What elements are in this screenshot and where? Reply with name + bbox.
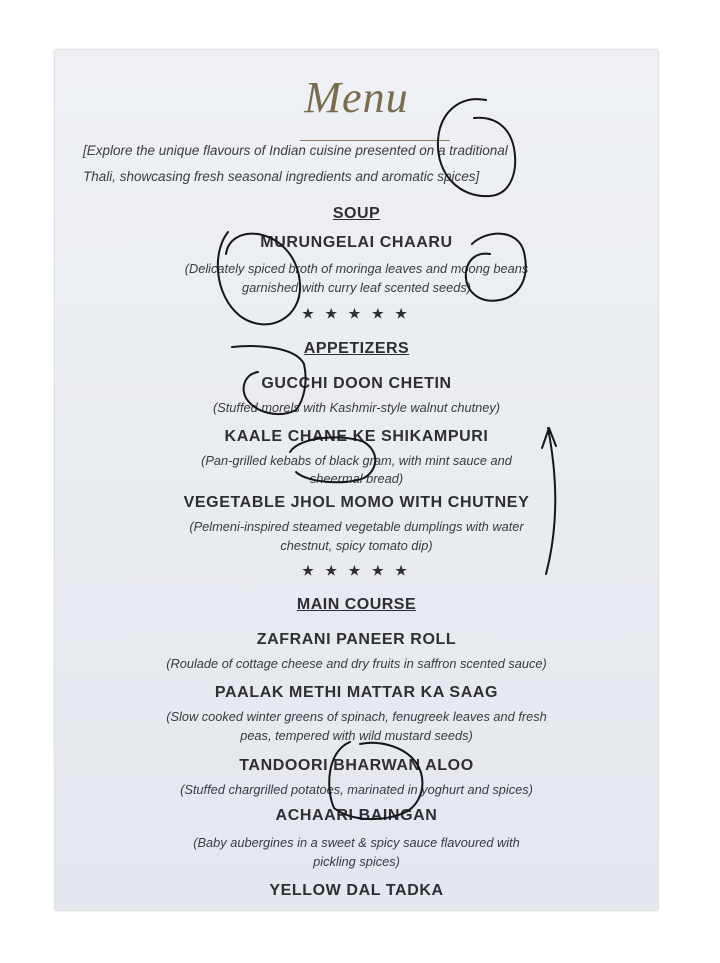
- dish-description: pickling spices): [313, 854, 400, 869]
- circle-scribble: [329, 742, 422, 819]
- menu-title: Menu: [304, 73, 409, 122]
- intro-line-2: Thali, showcasing fresh seasonal ingredients and aromatic spices]: [83, 169, 480, 184]
- dish-name: VEGETABLE JHOL MOMO WITH CHUTNEY: [183, 494, 530, 511]
- dish-description: (Roulade of cottage cheese and dry fruits in saffron scented sauce): [166, 656, 547, 671]
- section-divider: ★ ★ ★ ★ ★: [302, 306, 411, 321]
- dish-name: ACHAARI BAINGAN: [275, 807, 438, 824]
- dish-name: MURUNGELAI CHAARU: [260, 234, 453, 251]
- dish-description: (Pelmeni-inspired steamed vegetable dumplings with water: [189, 519, 524, 534]
- circle-scribble: [466, 234, 526, 301]
- circle-scribble: [232, 346, 306, 414]
- dish-description: (Delicately spiced broth of moringa leaves and moong beans: [184, 261, 529, 276]
- dish-name: KAALE CHANE KE SHIKAMPURI: [224, 428, 489, 445]
- dish-description: (Stuffed morels with Kashmir-style walnut chutney): [212, 400, 501, 415]
- intro-line-1: [Explore the unique flavours of Indian cuisine presented on a traditional: [83, 143, 508, 158]
- section-heading-soup: SOUP: [332, 205, 381, 222]
- dish-description: (Slow cooked winter greens of spinach, fenugreek leaves and fresh: [166, 709, 547, 724]
- circle-scribble: [218, 232, 300, 324]
- dish-description: (Baby aubergines in a sweet & spicy sauce flavoured with: [193, 835, 520, 850]
- dish-name: TANDOORI BHARWAN ALOO: [239, 757, 474, 774]
- dish-name: YELLOW DAL TADKA: [269, 882, 444, 899]
- section-heading-appetizers: APPETIZERS: [303, 340, 410, 357]
- dish-description: peas, tempered with wild mustard seeds): [240, 728, 473, 743]
- dish-description: sheermal bread): [309, 471, 404, 486]
- dish-name: GUCCHI DOON CHETIN: [261, 375, 452, 392]
- circle-scribble: [290, 437, 375, 482]
- circle-scribble: [438, 99, 515, 196]
- section-divider: ★ ★ ★ ★ ★: [302, 563, 411, 578]
- dish-description: (Stuffed chargrilled potatoes, marinated in yoghurt and spices): [180, 782, 533, 797]
- dish-description: garnished with curry leaf scented seeds): [241, 280, 472, 295]
- section-heading-main-course: MAIN COURSE: [296, 596, 417, 613]
- dish-name: PAALAK METHI MATTAR KA SAAG: [214, 684, 499, 701]
- arrow-scribble: [546, 428, 555, 574]
- dish-description: chestnut, spicy tomato dip): [280, 538, 433, 553]
- dish-name: ZAFRANI PANEER ROLL: [256, 631, 457, 648]
- dish-description: (Pan-grilled kebabs of black gram, with mint sauce and: [201, 453, 512, 468]
